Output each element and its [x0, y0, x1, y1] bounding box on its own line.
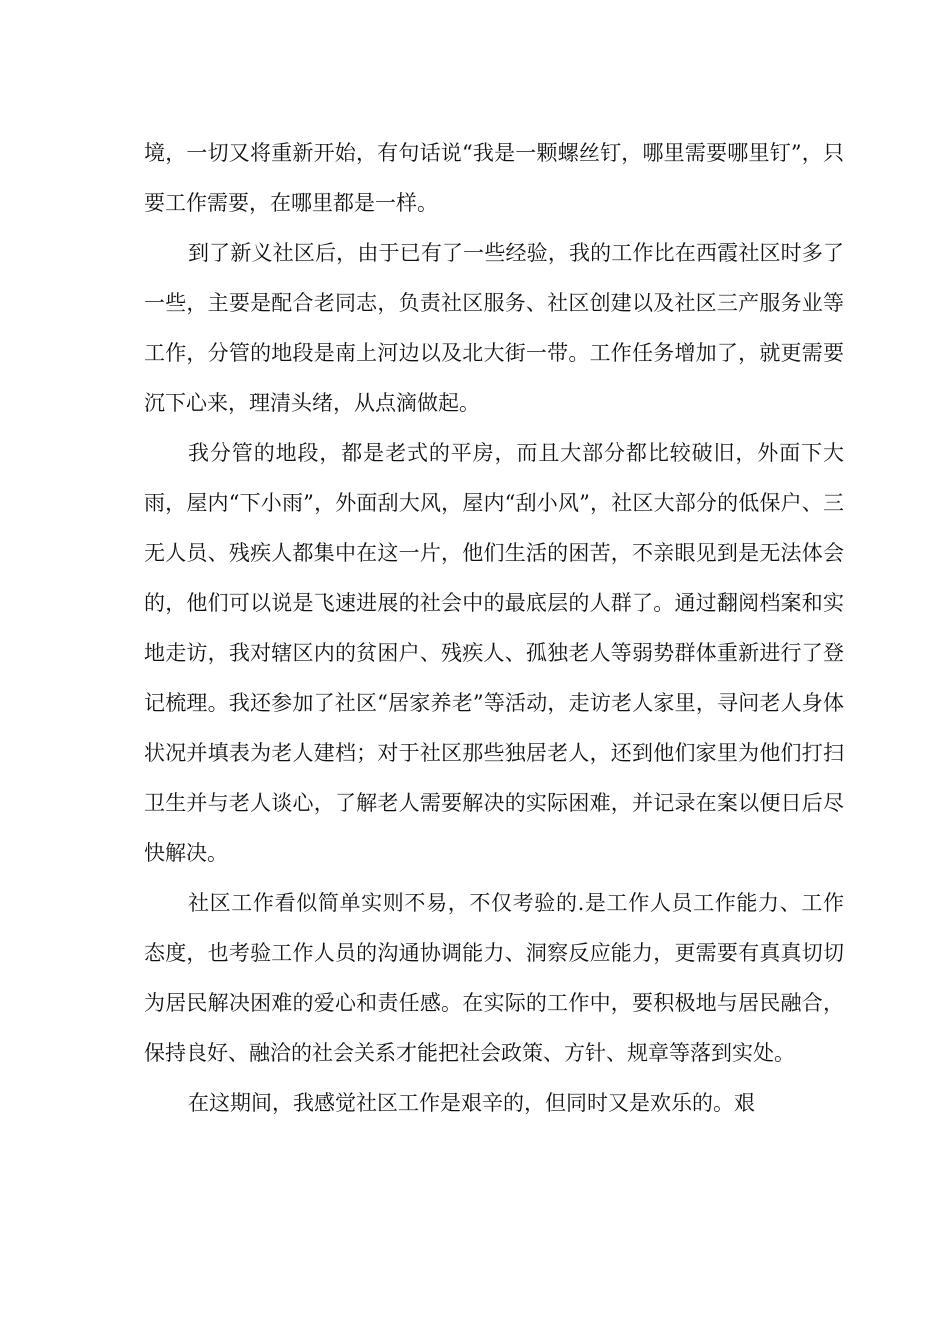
paragraph-5: 在这期间，我感觉社区工作是艰辛的，但同时又是欢乐的。艰: [188, 1091, 755, 1115]
paragraph-1: 境，一切又将重新开始，有句话说“我是一颗螺丝钉，哪里需要哪里钉”，只要工作需要，在哪里都是一样。: [144, 141, 844, 215]
paragraph-4: 社区工作看似简单实则不易，不仅考验的.是工作人员工作能力、工作态度，也考验工作人员的沟通协调能力、洞察反应能力，更需要有真真切切为居民解决困难的爱心和责任感。在实际的工作中，要积极地与居民融合，保持良好、融洽的社会关系才能把社会政策、方针、规章等落到实处。: [144, 891, 844, 1065]
document-body: [144, 128, 844, 1128]
paragraph-2: 到了新义社区后，由于已有了一些经验，我的工作比在西霞社区时多了一些，主要是配合老同志，负责社区服务、社区创建以及社区三产服务业等工作，分管的地段是南上河边以及北大街一带。工作任务增加了，就更需要沉下心来，理清头绪，从点滴做起。: [144, 241, 844, 415]
paragraph-3: 我分管的地段，都是老式的平房，而且大部分都比较破旧，外面下大雨，屋内“下小雨”，外面刮大风，屋内“刮小风”，社区大部分的低保户、三无人员、残疾人都集中在这一片，他们生活的困苦，不亲眼见到是无法体会的，他们可以说是飞速进展的社会中的最底层的人群了。通过翻阅档案和实地走访，我对辖区内的贫困户、残疾人、孤独老人等弱势群体重新进行了登记梳理。我还参加了社区“居家养老”等活动，走访老人家里，寻问老人身体状况并填表为老人建档；对于社区那些独居老人，还到他们家里为他们打扫卫生并与老人谈心，了解老人需要解决的实际困难，并记录在案以便日后尽快解决。: [144, 441, 844, 865]
